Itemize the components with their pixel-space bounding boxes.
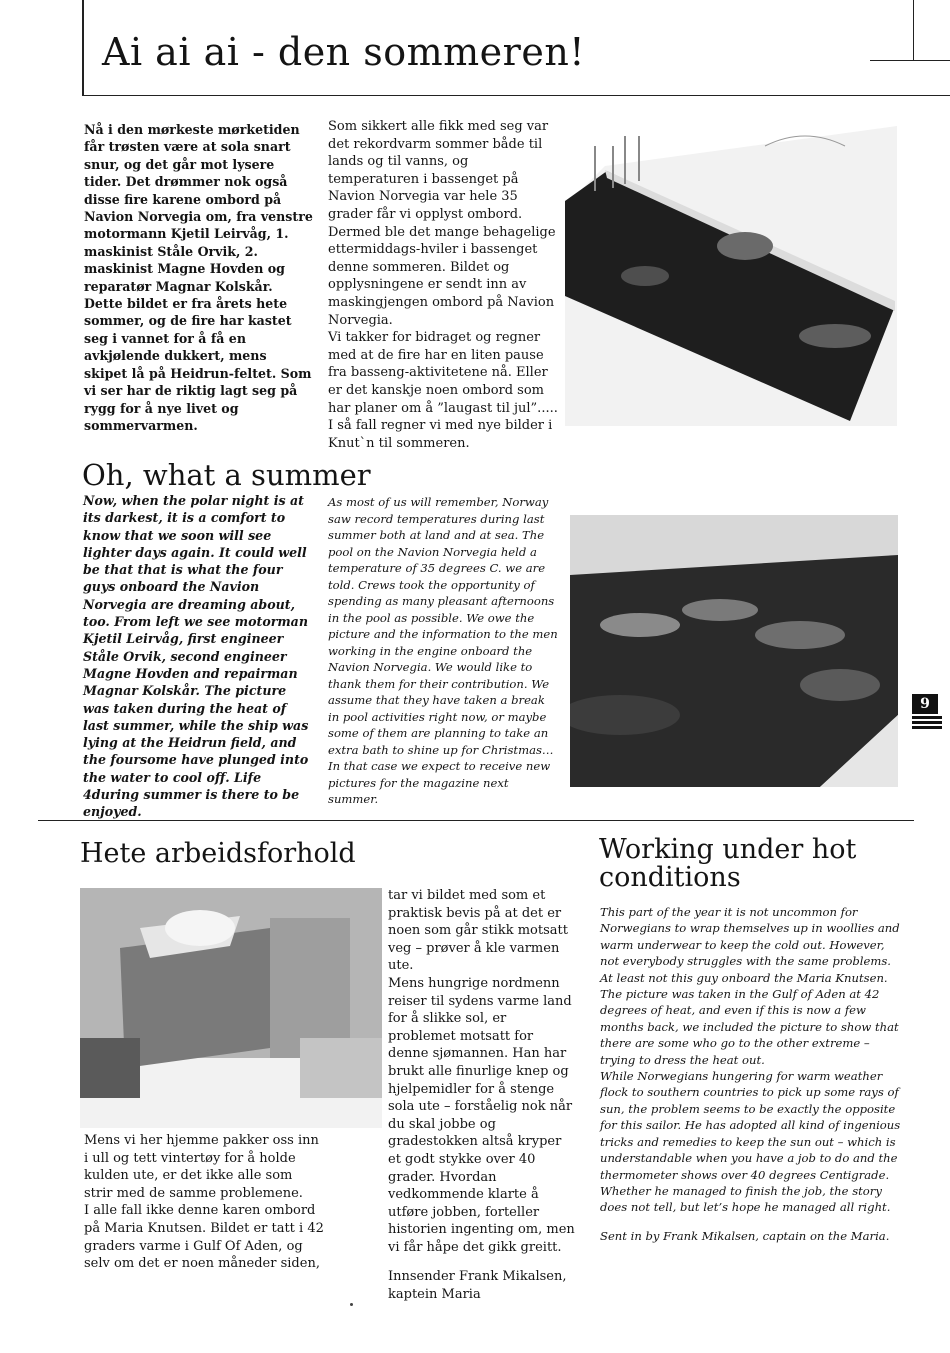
body-norwegian-p2: Vi takker for bidraget og regner med at de fire har en liten pause fra basseng-aktivitetene nå. Eller er det kanskje noen ombord som har planer om å ”laugast til jul”.....	[328, 330, 558, 416]
pool-photo-middle	[570, 515, 898, 787]
hete-col1-p2: I alle fall ikke denne karen ombord på Maria Knutsen. Bildet er tatt i 42 graders varme i Gulf Of Aden, og selv om det er noen måneder siden,	[84, 1203, 324, 1272]
section2-heading: Oh, what a summer	[82, 458, 371, 492]
page-number-badge: 9	[912, 694, 938, 714]
body-norwegian-p1: Som sikkert alle fikk med seg var det rekordvarm sommer både til lands og til vanns, og temperaturen i bassenget på Navion Norvegia var hele 35 grader får vi opplyst ombord. Dermed ble det mange behagelige ettermiddags-hviler i bassenget denne sommeren. Bildet og opplysningene er sendt inn av maskingjengen ombord på Navion Norvegia.	[328, 119, 556, 328]
body-english	[328, 494, 558, 808]
body-norwegian-p3: I så fall regner vi med nye bilder i Knut`n til sommeren.	[328, 418, 553, 451]
hete-col2-p3: Innsender Frank Mikalsen, kaptein Maria	[388, 1269, 567, 1303]
working-p1: This part of the year it is not uncommon for Norwegians to wrap themselves up in woollies and warm underwear to keep the cold out. However, not everybody struggles with the same problems.	[600, 905, 900, 969]
hete-col1	[84, 1132, 324, 1273]
margin-tick-right	[870, 60, 950, 61]
hete-col2-p1: tar vi bildet med som et praktisk bevis på at det er noen som går stikk motsatt veg – prøver å kle varmen ute.	[388, 888, 568, 974]
page-title: Ai ai ai - den sommeren!	[102, 30, 586, 74]
intro-english	[83, 492, 316, 821]
intro-norwegian-text: Nå i den mørkeste mørketiden får trøsten være at sola snart snur, og det går mot lysere tider. Det drømmer nok også disse fire karene ombord på Navion Norvegia om, fra venstre motormann Kjetil Leirvåg, 1. maskinist Ståle Orvik, 2. maskinist Magne Hovden og reparatør Magnar Kolskår. Dette bildet er fra årets hete sommer, og de fire har kastet seg i vannet for å få en avkjølende dukkert, mens skipet lå på Heidrun-feltet. Som vi ser har de riktig lagt seg på rygg for å nye livet og sommervarmen.	[84, 122, 313, 433]
body-english-p1: As most of us will remember, Norway saw record temperatures during last summer both at land and at sea. The pool on the Navion Norvegia held a temperature of 35 degrees C. we are told. Crews took the opportunity of spending as many pleasant afternoons in the pool as possible. We owe the picture and the information to the men working in the engine onboard the Navion Norvegia. We would like to thank them for their contribution. We assume that they have taken a break in pool activities right now, or maybe some of them are planning to take an extra bath to shine up for Christmas…	[328, 495, 558, 757]
worker-photo	[80, 888, 382, 1128]
hete-col1-p1: Mens vi her hjemme pakker oss inn i ull og tett vintertøy for å holde kulden ute, er det ikke alle som strir med de samme problemene.	[84, 1133, 319, 1201]
intro-norwegian	[84, 121, 313, 434]
hete-col2-p2: Mens hungrige nordmenn reiser til sydens varme land for å slikke sol, er problemet motsatt for denne sjømannen. Han har brukt alle finurlige knep og hjelpemidler for å stenge sola ute – forståelig nok når du skal jobbe og gradestokken altså kryper et godt stykke over 40 grader. Hvordan vedkommende klarte å utføre jobben, forteller historien ingenting om, men vi får håpe det gikk greitt.	[388, 975, 575, 1255]
working-p5: Sent in by Frank Mikalsen, captain on the Maria.	[600, 1228, 890, 1243]
working-col	[600, 904, 902, 1244]
page-number-stripes	[912, 716, 942, 731]
working-p3: While Norwegians hungering for warm weather flock to southern countries to pick up some rays of sun, the problem seems to be exactly the opposite for this sailor. He has adopted all kind of ingenious tricks and remedies to keep the sun out – which is understandable when you have a job to do and the thermometer shows over 40 degrees Centigrade.	[600, 1069, 901, 1182]
section3-heading: Hete arbeidsforhold	[80, 838, 356, 869]
body-english-p2: In that case we expect to receive new pictures for the magazine next summer.	[328, 759, 551, 806]
working-p2: At least not this guy onboard the Maria Knutsen. The picture was taken in the Gulf of Aden at 42 degrees of heat, and even if this is now a few months back, we included the picture to show that there are some who go to the other extreme – trying to dress the heat out.	[600, 970, 899, 1067]
margin-vertical-rule-right	[913, 0, 914, 60]
header-vertical-rule	[82, 0, 84, 96]
intro-english-text: Now, when the polar night is at its darkest, it is a comfort to know that we soon will see lighter days again. It could well be that that is what the four guys onboard the Navion Norvegia are dreaming about, too. From left we see motorman Kjetil Leirvåg, first engineer Ståle Orvik, second engineer Magne Hovden and repairman Magnar Kolskår. The picture was taken during the heat of last summer, while the ship was lying at the Heidrun field, and the foursome have plunged into the water to cool off. Life 4during summer is there to be enjoyed.	[83, 493, 309, 820]
section4-heading: Working under hot conditions	[599, 834, 857, 893]
hete-col2	[388, 887, 576, 1304]
pool-photo-top	[565, 126, 897, 426]
header-horizontal-rule	[82, 95, 950, 96]
body-norwegian	[328, 118, 558, 452]
working-p4: Whether he managed to finish the job, the story does not tell, but let’s hope he managed all right.	[600, 1183, 891, 1215]
page-speck	[350, 1303, 353, 1306]
